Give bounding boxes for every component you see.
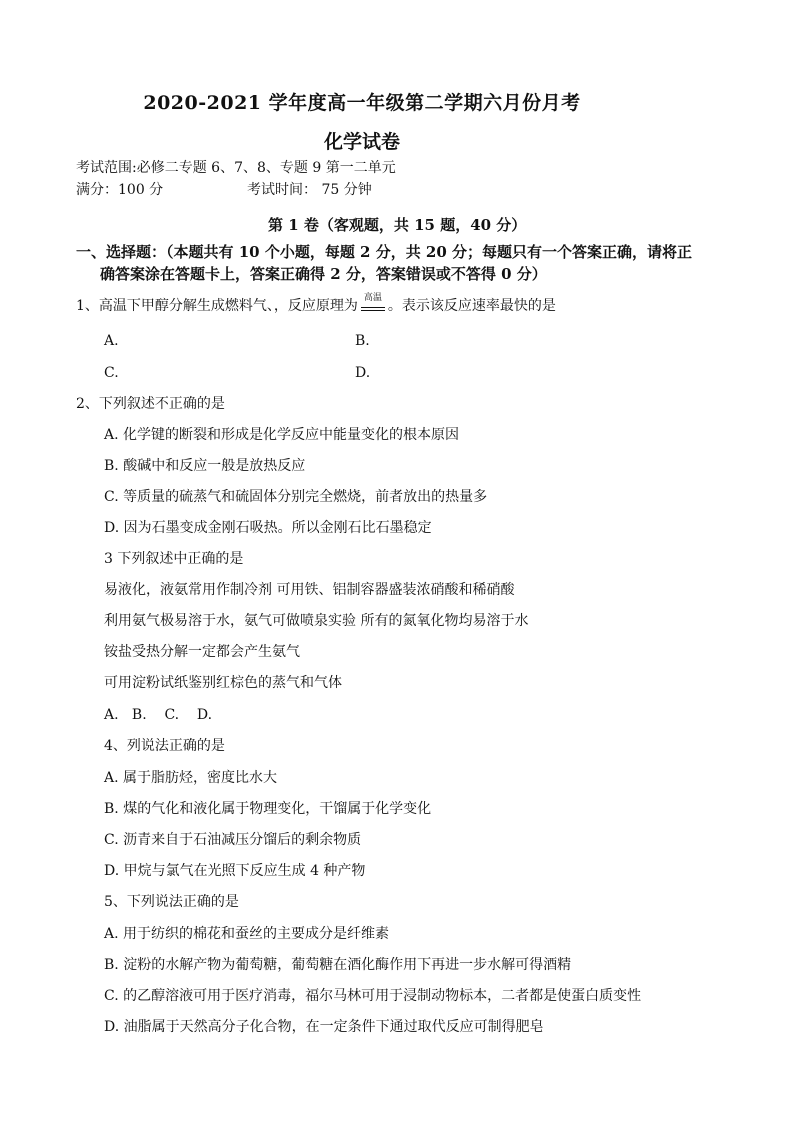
section-title: 第 1 卷（客观题，共 15 题，40 分） [268,216,527,234]
exam-title: 2020-2021 学年度高一年级第二学期六月份月考 [143,92,581,114]
question-5-stem: 5、下列说法正确的是 [104,894,239,910]
exam-time: 考试时间： 75 分钟 [247,182,372,198]
question-4-option-c: C. 沥青来自于石油减压分馏后的剩余物质 [104,832,362,848]
reaction-condition: 高温 [363,293,382,303]
section-instructions-line1: 一、选择题：（本题共有 10 个小题，每题 2 分，共 20 分；每题只有一个答案正确，请将正 [76,243,693,261]
question-3-item-1: 易液化，液氨常用作制冷剂 可用铁、铝制容器盛装浓硝酸和稀硝酸 [104,582,515,598]
question-4-stem: 4、列说法正确的是 [104,738,225,754]
question-1-stem-before: 1、高温下甲醇分解生成燃料气、，反应原理为 [76,298,358,314]
exam-score: 满分：100 分 [76,182,164,198]
question-5-option-c: C. 的乙醇溶液可用于医疗消毒，福尔马林可用于浸制动物标本，二者都是使蛋白质变性 [104,988,642,1004]
question-2-option-a: A. 化学键的断裂和形成是化学反应中能量变化的根本原因 [104,427,460,443]
question-1-option-d: D. [355,365,371,381]
question-1-option-b: B. [355,333,370,349]
question-3-stem: 3 下列叙述中正确的是 [104,551,244,567]
question-5-option-b: B. 淀粉的水解产物为葡萄糖，葡萄糖在酒化酶作用下再进一步水解可得酒精 [104,957,572,973]
question-5-option-d: D. 油脂属于天然高分子化合物，在一定条件下通过取代反应可制得肥皂 [104,1019,544,1035]
question-4-option-d: D. 甲烷与氯气在光照下反应生成 4 种产物 [104,863,366,879]
question-2-option-b: B. 酸碱中和反应一般是放热反应 [104,458,306,474]
question-3-item-4: 可用淀粉试纸鉴别红棕色的蒸气和气体 [104,675,342,691]
question-2-option-d: D. 因为石墨变成金刚石吸热。所以金刚石比石墨稳定 [104,520,432,536]
reaction-arrow-icon [360,293,386,313]
question-2-option-c: C. 等质量的硫蒸气和硫固体分别完全燃烧，前者放出的热量多 [104,489,488,505]
question-1-option-c: C. [104,365,119,381]
question-3-options: A. B. C. D. [104,707,213,723]
question-1-stem [76,293,556,316]
question-3-item-3: 铵盐受热分解一定都会产生氨气 [104,644,300,660]
exam-scope: 考试范围:必修二专题 6、7、8、专题 9 第一二单元 [76,160,396,176]
question-1-stem-after: 。表示该反应速率最快的是 [387,298,556,314]
question-3-item-2: 利用氨气极易溶于水，氨气可做喷泉实验 所有的氮氧化物均易溶于水 [104,613,529,629]
exam-subtitle: 化学试卷 [323,131,400,153]
question-1-option-a: A. [104,333,119,349]
section-instructions-line2: 确答案涂在答题卡上，答案正确得 2 分，答案错误或不答得 0 分） [100,265,547,283]
question-4-option-a: A. 属于脂肪烃，密度比水大 [104,770,278,786]
question-4-option-b: B. 煤的气化和液化属于物理变化，干馏属于化学变化 [104,801,432,817]
question-5-option-a: A. 用于纺织的棉花和蚕丝的主要成分是纤维素 [104,926,390,942]
question-2-stem: 2、下列叙述不正确的是 [76,396,225,412]
